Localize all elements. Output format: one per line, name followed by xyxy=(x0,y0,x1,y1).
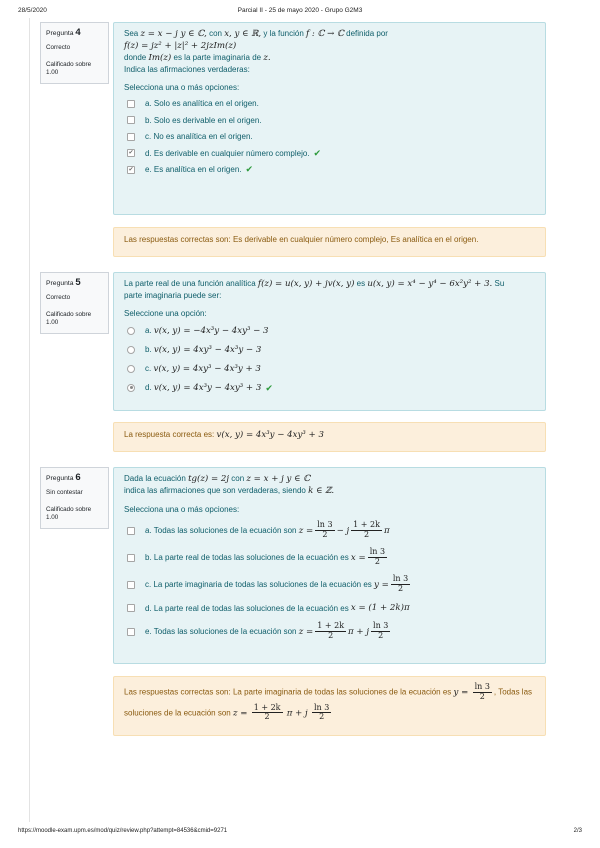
text: La parte real de una función analítica xyxy=(124,279,256,288)
math: z = x − j y ∈ ℂ, xyxy=(140,29,207,39)
checkbox[interactable] xyxy=(127,604,135,612)
question-5-right-answer xyxy=(113,422,546,452)
text: definida por xyxy=(346,29,388,38)
option-label: c. xyxy=(145,364,152,374)
correct-check-icon: ✔ xyxy=(313,147,322,158)
question-text-line-4: Indica las afirmaciones verdaderas: xyxy=(124,65,250,75)
radio-button[interactable] xyxy=(127,346,135,354)
question-label: Pregunta xyxy=(46,475,74,482)
checkbox[interactable] xyxy=(127,628,135,636)
option-label: b. Solo es derivable en el origen. xyxy=(145,115,262,125)
numerator: 1 + 2k xyxy=(253,702,281,712)
option-label: e. Es analítica en el origen. xyxy=(145,165,242,175)
option-b[interactable] xyxy=(124,544,537,571)
checkbox[interactable] xyxy=(127,554,135,562)
math: z. xyxy=(263,53,271,64)
math: f : ℂ → ℂ xyxy=(306,29,344,39)
checkbox[interactable] xyxy=(127,527,135,535)
math: x = (1 + 2k)π xyxy=(350,603,410,614)
option-c[interactable] xyxy=(124,571,537,598)
denominator: 2 xyxy=(374,557,380,567)
math: y = xyxy=(453,687,469,698)
option-b[interactable] xyxy=(124,340,537,359)
question-6-right-answer xyxy=(113,676,546,736)
numerator: ln 3 xyxy=(369,547,386,557)
option-label: a. Solo es analítica en el origen. xyxy=(145,99,259,109)
denominator: 2 xyxy=(479,691,485,701)
answer-prompt: Seleccione una opción: xyxy=(124,309,207,319)
text: soluciones de la ecuación son xyxy=(124,708,231,717)
checkbox[interactable] xyxy=(127,100,135,108)
grade-label: Calificado sobre xyxy=(46,505,92,513)
denominator: 2 xyxy=(397,584,404,594)
fraction xyxy=(371,622,390,641)
text: donde xyxy=(124,53,147,63)
option-label: d. xyxy=(145,383,152,393)
question-4-info xyxy=(40,22,109,84)
math: π + j xyxy=(348,626,370,637)
question-text-line-2: parte imaginaria puede ser: xyxy=(124,291,222,301)
numerator: 1 + 2k xyxy=(353,520,380,530)
option-label: b. La parte real de todas las soluciones de la ecuación es xyxy=(145,553,349,563)
fraction xyxy=(252,704,283,723)
checkbox[interactable]: ✔ xyxy=(128,166,134,173)
question-4-right-answer: Las respuestas correctas son: Es derivable en cualquier número complejo, Es analítica en el origen. xyxy=(113,227,546,257)
numerator: ln 3 xyxy=(313,702,330,712)
text: es xyxy=(356,279,366,288)
option-label: c. La parte imaginaria de todas las soluciones de la ecuación es xyxy=(145,580,372,590)
option-b[interactable] xyxy=(124,112,537,129)
math: z = x + j y ∈ ℂ xyxy=(246,474,311,484)
right-answer-line-1 xyxy=(124,683,537,702)
option-label: c. No es analítica en el origen. xyxy=(145,132,253,142)
question-state: Sin contestar xyxy=(46,489,83,497)
grade-value: 1.00 xyxy=(46,68,59,76)
option-d[interactable] xyxy=(124,378,537,397)
option-a[interactable] xyxy=(124,321,537,340)
denominator: 2 xyxy=(319,712,325,722)
question-number: 6 xyxy=(75,472,81,483)
question-number: 5 xyxy=(75,277,81,288)
radio-button-selected[interactable] xyxy=(127,384,135,392)
print-page-number: 2/3 xyxy=(573,828,582,834)
question-text-line-1 xyxy=(124,278,537,290)
text: indica las afirmaciones que son verdaderas, siendo xyxy=(124,486,306,496)
question-text-line-1 xyxy=(124,473,537,485)
math: f(z) = jz² + |z|² + 2jzIm(z) xyxy=(124,41,237,52)
correct-check-icon: ✔ xyxy=(265,382,273,393)
text: , Todas las xyxy=(493,687,533,697)
right-answer-line-2 xyxy=(124,704,537,723)
checkbox[interactable] xyxy=(127,133,135,141)
text: es la parte imaginaria de xyxy=(173,53,262,63)
math: z = xyxy=(232,708,248,718)
fraction xyxy=(391,575,410,594)
option-label: d. La parte real de todas las soluciones de la ecuación es xyxy=(145,603,349,613)
grade-value: 1.00 xyxy=(46,513,59,521)
denominator: 2 xyxy=(264,712,270,722)
correct-check-icon: ✔ xyxy=(245,164,254,175)
fraction xyxy=(473,683,492,702)
print-url: https://moodle-exam.upm.es/mod/quiz/review.php?attempt=84536&cmid=9271 xyxy=(18,828,228,834)
grade-label: Calificado sobre xyxy=(46,60,92,68)
right-answer-math: v(x, y) = 4x³y − 4xy³ + 3 xyxy=(216,430,324,440)
math: z = xyxy=(298,626,314,637)
question-state: Correcto xyxy=(46,294,71,302)
denominator: 2 xyxy=(364,530,370,540)
numerator: ln 3 xyxy=(474,682,490,691)
question-text-line-1 xyxy=(124,28,537,40)
math: x, y ∈ ℝ, xyxy=(224,29,262,39)
fraction xyxy=(315,521,334,540)
option-d[interactable] xyxy=(124,598,537,618)
math: − j xyxy=(336,525,350,536)
question-5-formulation xyxy=(113,272,546,411)
text: con xyxy=(231,474,245,483)
option-math: v(x, y) = −4x³y − 4xy³ − 3 xyxy=(153,325,269,336)
left-rule xyxy=(29,18,30,822)
math: π + j xyxy=(286,708,308,718)
question-6-formulation xyxy=(113,467,546,664)
fraction xyxy=(368,548,387,567)
numerator: ln 3 xyxy=(392,574,409,584)
option-math: v(x, y) = 4xy³ − 4x³y − 3 xyxy=(153,344,262,355)
option-e[interactable] xyxy=(124,161,537,178)
question-text-line-2 xyxy=(124,40,537,52)
denominator: 2 xyxy=(378,631,384,641)
question-text-line-3 xyxy=(124,52,537,64)
option-math: v(x, y) = 4xy³ − 4x³y + 3 xyxy=(153,363,261,374)
option-math: v(x, y) = 4x³y − 4xy³ + 3 xyxy=(153,382,262,393)
grade-value: 1.00 xyxy=(46,318,59,326)
option-a[interactable] xyxy=(124,95,537,112)
print-title: Parcial II - 25 de mayo 2020 - Grupo G2M3 xyxy=(237,7,363,14)
radio-button[interactable] xyxy=(127,327,135,335)
grade-label: Calificado sobre xyxy=(46,310,92,318)
text: Las respuestas correctas son: La parte imaginaria de todas las soluciones de la ecuación es xyxy=(124,687,452,697)
option-c[interactable] xyxy=(124,359,537,378)
answer-prompt: Selecciona una o más opciones: xyxy=(124,83,240,93)
question-label: Pregunta xyxy=(46,30,74,37)
fraction xyxy=(351,521,382,540)
option-a[interactable] xyxy=(124,517,537,544)
option-c[interactable] xyxy=(124,128,537,145)
math: f(z) = u(x, y) + jv(x, y) xyxy=(257,279,355,289)
numerator: 1 + 2k xyxy=(317,621,345,631)
question-6-info xyxy=(40,467,109,529)
checkbox[interactable] xyxy=(127,116,135,124)
option-label: a. xyxy=(145,326,152,336)
print-date: 28/5/2020 xyxy=(18,7,47,14)
numerator: ln 3 xyxy=(317,520,333,530)
answer-prompt: Selecciona una o más opciones: xyxy=(124,505,240,515)
option-label: a. Todas las soluciones de la ecuación son xyxy=(145,526,297,536)
math: π xyxy=(384,525,390,536)
question-text-line-2 xyxy=(124,485,537,497)
question-label: Pregunta xyxy=(46,280,74,287)
checkbox[interactable]: ✔ xyxy=(128,150,134,157)
option-label: d. Es derivable en cualquier número complejo. xyxy=(145,148,310,158)
denominator: 2 xyxy=(322,530,328,540)
checkbox[interactable] xyxy=(127,581,135,589)
text: y la función xyxy=(263,29,304,38)
question-number: 4 xyxy=(75,27,81,38)
option-e[interactable] xyxy=(124,618,537,645)
answer-options xyxy=(124,95,537,178)
denominator: 2 xyxy=(328,631,334,641)
math: k ∈ ℤ. xyxy=(308,486,335,497)
option-label: e. Todas las soluciones de la ecuación son xyxy=(145,627,297,637)
option-label: b. xyxy=(145,345,152,355)
radio-button[interactable] xyxy=(127,365,135,373)
answer-options xyxy=(124,517,537,645)
question-5-info xyxy=(40,272,109,334)
math: z = xyxy=(298,525,314,536)
text: con xyxy=(209,29,222,38)
option-d[interactable] xyxy=(124,145,537,162)
text: Su xyxy=(494,279,505,288)
math: Im(z) xyxy=(148,53,172,64)
math: x = xyxy=(350,552,366,563)
text: Dada la ecuación xyxy=(124,474,186,483)
text: Sea xyxy=(124,29,139,38)
math: u(x, y) = x⁴ − y⁴ − 6x²y² + 3. xyxy=(367,279,493,289)
question-4-formulation xyxy=(113,22,546,215)
math: y = xyxy=(374,579,389,590)
fraction xyxy=(312,704,331,723)
math: tg(z) = 2j xyxy=(188,474,230,484)
fraction xyxy=(315,622,346,641)
answer-options xyxy=(124,321,537,397)
question-state: Correcto xyxy=(46,44,71,52)
numerator: ln 3 xyxy=(373,621,389,631)
right-answer-label: La respuesta correcta es: xyxy=(124,430,215,439)
